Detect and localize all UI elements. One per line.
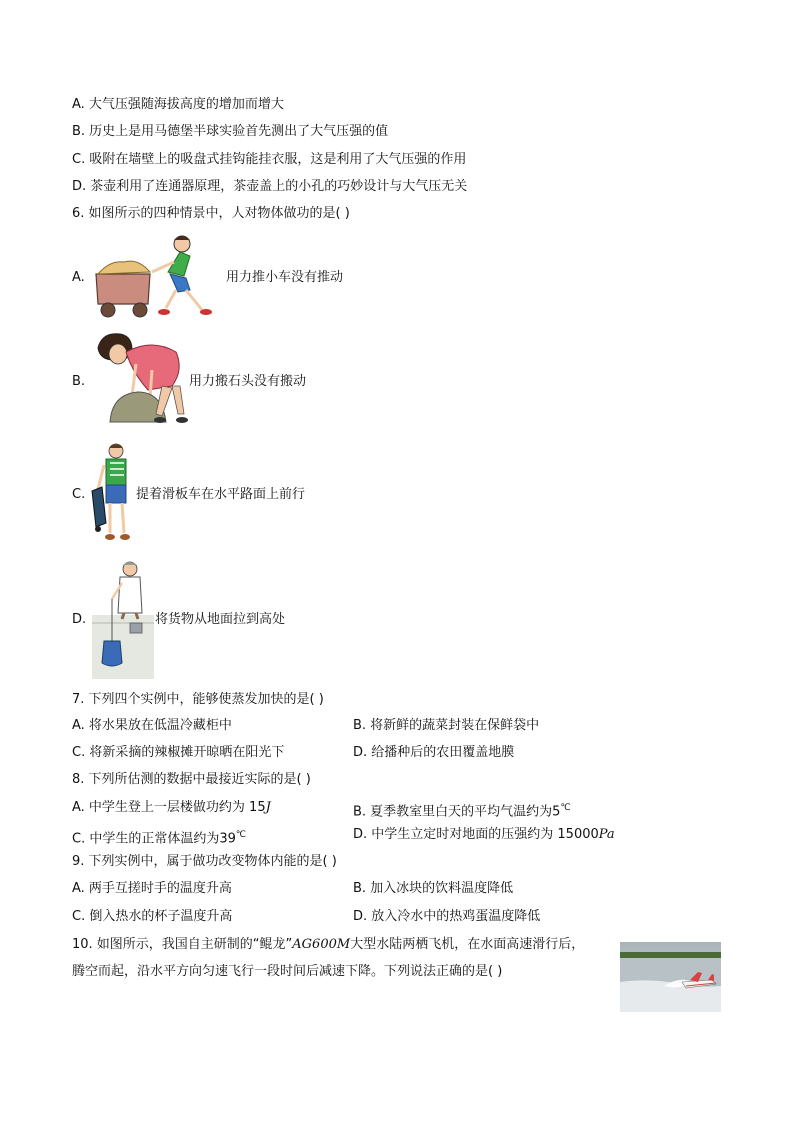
q7-option-d: D. 给播种后的农田覆盖地膜 (353, 745, 515, 760)
q8-option-c-unit: ℃ (235, 830, 246, 840)
q5-option-b: B. 历史上是用马德堡半球实验首先测出了大气压强的值 (72, 124, 389, 139)
q10-line1-a: 10. 如图所示，我国自主研制的“鲲龙” (72, 937, 293, 952)
q8-option-a-text: A. 中学生登上一层楼做功约为 15 (72, 800, 266, 815)
q8-stem: 8. 下列所估测的数据中最接近实际的是( ) (72, 772, 311, 787)
pull-cargo-illustration (92, 559, 154, 679)
q6-option-d-caption: 将货物从地面拉到高处 (155, 612, 286, 627)
q8-option-d-text: D. 中学生立定时对地面的压强约为 15000 (353, 827, 599, 842)
push-cart-illustration (90, 232, 225, 320)
q6-option-b-label: B. (72, 374, 86, 389)
q8-option-b (353, 800, 571, 820)
q5-option-a: A. 大气压强随海拔高度的增加而增大 (72, 97, 284, 112)
q9-option-c: C. 倒入热水的杯子温度升高 (72, 909, 233, 924)
q8-option-b-text: B. 夏季教室里白天的平均气温约为5 (353, 804, 561, 820)
q9-stem: 9. 下列实例中，属于做功改变物体内能的是( ) (72, 854, 337, 869)
q7-option-a: A. 将水果放在低温冷藏柜中 (72, 718, 232, 733)
q9-option-a: A. 两手互搓时手的温度升高 (72, 881, 232, 896)
q6-option-d-label: D. (72, 612, 87, 627)
q8-option-a (72, 800, 271, 816)
lift-stone-illustration (92, 330, 188, 428)
q5-option-c: C. 吸附在墙壁上的吸盘式挂钩能挂衣服，这是利用了大气压强的作用 (72, 152, 467, 167)
q10-line2: 腾空而起，沿水平方向匀速飞行一段时间后减速下降。下列说法正确的是( ) (72, 964, 503, 979)
q8-option-c-text: C. 中学生的正常体温约为39 (72, 831, 236, 847)
q10-line1-b: 大型水陆两栖飞机，在水面高速滑行后， (350, 937, 585, 952)
q10-line1 (72, 937, 584, 953)
amphibious-plane-photo (620, 942, 721, 1012)
q7-stem: 7. 下列四个实例中，能够使蒸发加快的是( ) (72, 692, 324, 707)
q9-option-d: D. 放入冷水中的热鸡蛋温度降低 (353, 909, 541, 924)
q8-option-d (353, 827, 615, 843)
q8-option-d-unit: Pa (598, 827, 615, 842)
q8-option-a-unit: J (265, 800, 271, 815)
q7-option-b: B. 将新鲜的蔬菜封装在保鲜袋中 (353, 718, 540, 733)
q6-option-b-caption: 用力搬石头没有搬动 (189, 374, 307, 389)
carry-scooter-illustration (88, 441, 136, 547)
q5-option-d: D. 茶壶利用了连通器原理，茶壶盖上的小孔的巧妙设计与大气压无关 (72, 179, 468, 194)
q6-option-a-caption: 用力推小车没有推动 (226, 270, 344, 285)
q8-option-b-unit: ℃ (560, 803, 571, 813)
q8-option-c (72, 827, 246, 847)
q6-option-c-label: C. (72, 487, 86, 502)
q6-option-a-label: A. (72, 270, 85, 285)
q6-stem: 6. 如图所示的四种情景中，人对物体做功的是( ) (72, 206, 350, 221)
q7-option-c: C. 将新采摘的辣椒摊开晾晒在阳光下 (72, 745, 285, 760)
q10-model: AG600M (292, 937, 351, 952)
q9-option-b: B. 加入冰块的饮料温度降低 (353, 881, 514, 896)
q6-option-c-caption: 提着滑板车在水平路面上前行 (136, 487, 306, 502)
